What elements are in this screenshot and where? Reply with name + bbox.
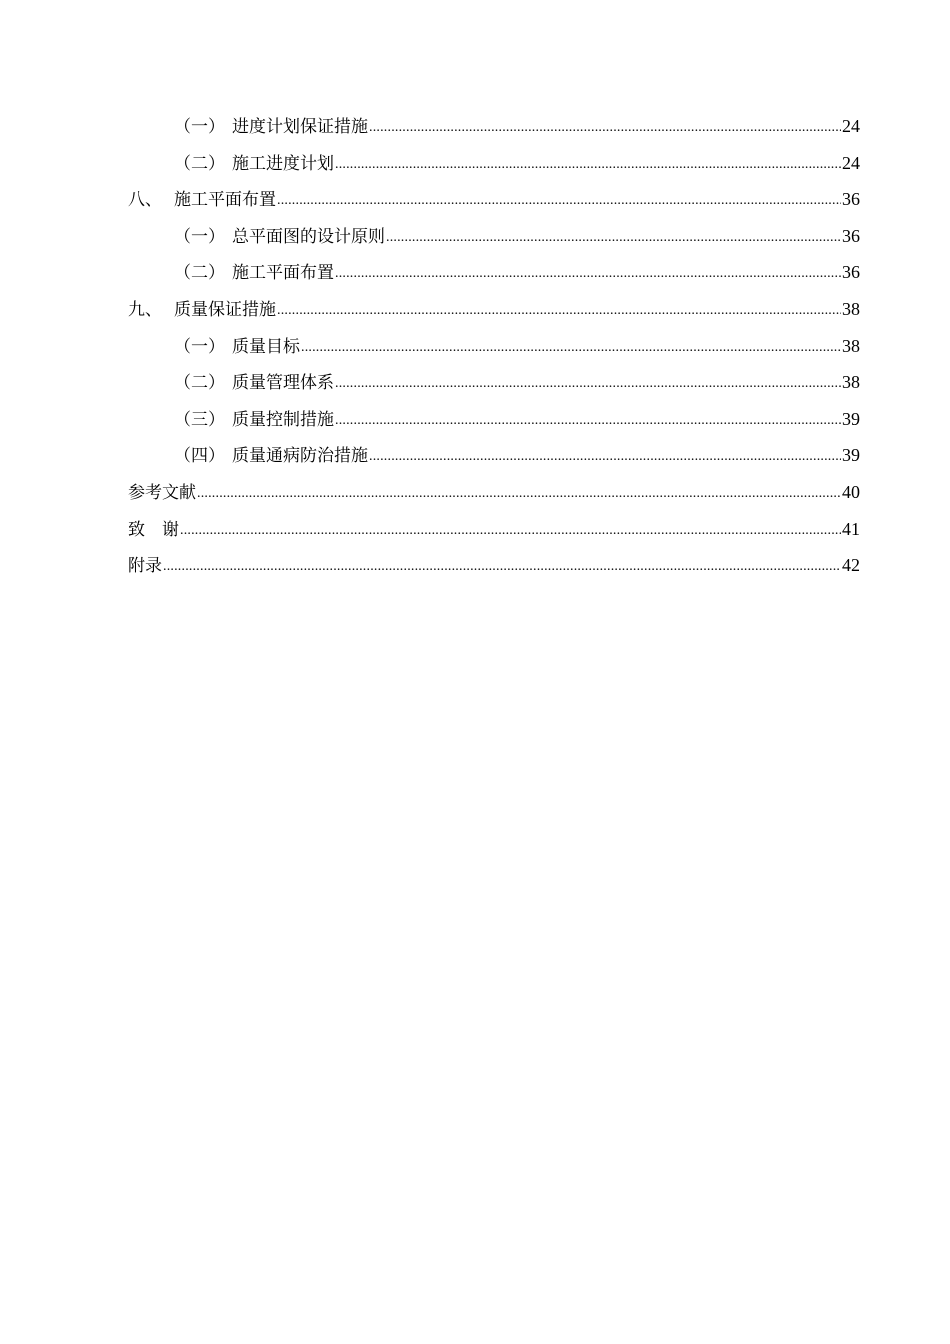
toc-entry[interactable]	[128, 145, 860, 182]
toc-dot-leader	[180, 511, 841, 550]
toc-entry[interactable]	[128, 547, 860, 584]
toc-entry[interactable]	[128, 511, 860, 548]
toc-entry-title: 参考文献	[128, 482, 196, 503]
toc-entry[interactable]	[128, 181, 860, 218]
toc-entry[interactable]	[128, 291, 860, 328]
toc-entry[interactable]	[128, 328, 860, 365]
toc-dot-leader	[335, 364, 841, 403]
toc-entry-title: 施工平面布置	[232, 263, 334, 284]
toc-entry-number: （四）	[174, 446, 225, 467]
toc-entry-page: 24	[842, 152, 860, 173]
toc-entry[interactable]	[128, 218, 860, 255]
toc-entry-page: 39	[842, 445, 860, 466]
toc-entry[interactable]	[128, 437, 860, 474]
toc-entry-title: 质量控制措施	[232, 409, 334, 430]
toc-entry-page: 38	[842, 372, 860, 393]
toc-entry-page: 39	[842, 408, 860, 429]
toc-entry-page: 36	[842, 189, 860, 210]
toc-entry-page: 24	[842, 116, 860, 136]
toc-dot-leader	[335, 401, 841, 440]
toc-entry[interactable]	[128, 364, 860, 401]
toc-dot-leader	[335, 145, 841, 184]
toc-entry-number: （二）	[174, 373, 225, 394]
toc-entry-number: （一）	[174, 117, 225, 137]
toc-entry-page: 38	[842, 335, 860, 356]
toc-entry-page: 36	[842, 225, 860, 246]
toc-entry-title: 总平面图的设计原则	[232, 226, 385, 247]
toc-entry-title: 质量目标	[232, 336, 300, 357]
toc-entry-page: 42	[842, 555, 860, 576]
toc-entry-number: （三）	[174, 409, 225, 430]
toc-dot-leader	[369, 437, 841, 476]
toc-entry-title: 质量管理体系	[232, 373, 334, 394]
toc-entry-page: 36	[842, 262, 860, 283]
toc-entry-number: 八、	[128, 190, 162, 211]
toc-dot-leader	[163, 547, 841, 586]
toc-entry-number: （一）	[174, 226, 225, 247]
toc-dot-leader	[277, 291, 841, 330]
toc-entry-title: 施工进度计划	[232, 153, 334, 174]
toc-dot-leader	[386, 218, 841, 257]
toc-entry-number: 九、	[128, 299, 162, 320]
toc-dot-leader	[301, 328, 841, 367]
table-of-contents	[128, 108, 860, 584]
toc-entry-title: 施工平面布置	[174, 190, 276, 211]
toc-dot-leader	[277, 181, 841, 220]
toc-dot-leader	[369, 108, 841, 147]
toc-entry-title: 致 谢	[128, 519, 179, 540]
toc-entry[interactable]	[128, 108, 860, 145]
toc-entry[interactable]	[128, 254, 860, 291]
toc-entry-page: 41	[842, 518, 860, 539]
toc-entry-number: （二）	[174, 263, 225, 284]
toc-entry-page: 38	[842, 298, 860, 319]
toc-entry-page: 40	[842, 481, 860, 502]
toc-entry-title: 质量通病防治措施	[232, 446, 368, 467]
toc-entry-title: 附录	[128, 556, 162, 577]
toc-entry-title: 进度计划保证措施	[232, 117, 368, 137]
toc-entry[interactable]	[128, 474, 860, 511]
toc-entry-number: （二）	[174, 153, 225, 174]
toc-entry-number: （一）	[174, 336, 225, 357]
toc-dot-leader	[335, 254, 841, 293]
toc-dot-leader	[197, 474, 841, 513]
toc-entry[interactable]	[128, 401, 860, 438]
toc-entry-title: 质量保证措施	[174, 299, 276, 320]
